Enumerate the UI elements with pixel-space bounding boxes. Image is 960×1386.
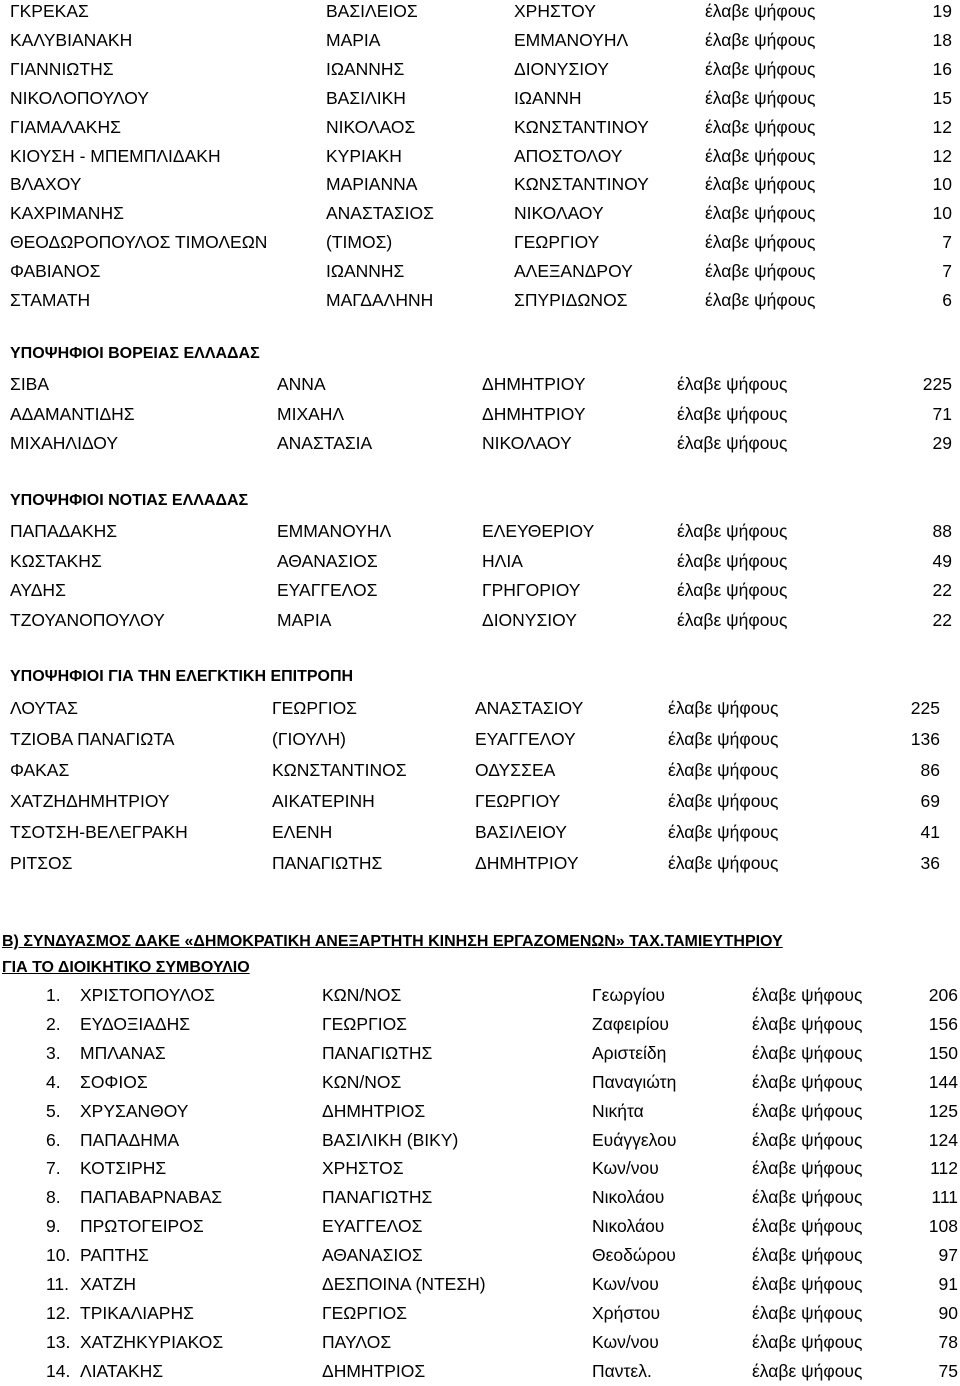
first-name-cell: (ΤΙΜΟΣ) <box>326 232 393 253</box>
votes-label: έλαβε ψήφους <box>677 374 788 394</box>
father-name-cell: Κων/νου <box>592 1331 659 1352</box>
surname-cell: ΠΑΠΑΒΑΡΝΑΒΑΣ <box>80 1187 223 1208</box>
surname-cell: ΠΡΩΤΟΓΕΙΡΟΣ <box>80 1216 204 1237</box>
father-name-cell: ΑΠΟΣΤΟΛΟΥ <box>514 145 623 166</box>
surname-cell: ΣΟΦΙΟΣ <box>80 1071 148 1092</box>
votes-count: 225 <box>922 374 952 394</box>
votes-count: 71 <box>932 403 952 424</box>
table-row <box>0 1042 960 1064</box>
table-row <box>0 432 960 454</box>
first-name-cell: ΝΙΚΟΛΑΟΣ <box>326 116 416 137</box>
table-row <box>0 984 960 1006</box>
table-row <box>0 202 960 224</box>
surname-cell: ΠΑΠΑΔΑΚΗΣ <box>10 521 118 541</box>
father-name-cell: ΧΡΗΣΤΟΥ <box>514 1 596 21</box>
table-row <box>0 821 960 843</box>
table-row <box>0 609 960 631</box>
surname-cell: ΡΙΤΣΟΣ <box>10 853 73 873</box>
table-row <box>0 1215 960 1237</box>
father-name-cell: Νικήτα <box>592 1100 644 1121</box>
table-row <box>0 260 960 282</box>
votes-label: έλαβε ψήφους <box>668 729 779 749</box>
table-row <box>0 1129 960 1151</box>
surname-cell: ΛΟΥΤΑΣ <box>10 698 78 718</box>
votes-label: έλαβε ψήφους <box>752 1187 863 1208</box>
section-title-north: ΥΠΟΨΗΦΙΟΙ ΒΟΡΕΙΑΣ ΕΛΛΑΔΑΣ <box>10 345 260 362</box>
table-row <box>0 1186 960 1208</box>
surname-cell: ΓΚΡΕΚΑΣ <box>10 1 89 21</box>
votes-label: έλαβε ψήφους <box>677 550 788 571</box>
first-name-cell: ΚΥΡΙΑΚΗ <box>326 145 402 166</box>
first-name-cell: ΒΑΣΙΛΙΚΗ <box>326 87 406 108</box>
surname-cell: ΧΑΤΖΗΔΗΜΗΤΡΙΟΥ <box>10 791 170 811</box>
first-name-cell: ΚΩΝ/ΝΟΣ <box>322 1071 402 1092</box>
surname-cell: ΤΖΟΥΑΝΟΠΟΥΛΟΥ <box>10 609 165 630</box>
votes-count: 150 <box>928 1042 958 1063</box>
father-name-cell: ΕΛΕΥΘΕΡΙΟΥ <box>482 521 595 541</box>
votes-count: 12 <box>932 116 952 137</box>
table-row <box>0 1331 960 1353</box>
first-name-cell: (ΓΙΟΥΛΗ) <box>272 729 346 749</box>
row-number: 1. <box>46 985 61 1005</box>
votes-count: 49 <box>932 550 952 571</box>
first-name-cell: ΙΩΑΝΝΗΣ <box>326 261 405 282</box>
votes-count: 10 <box>932 203 952 224</box>
first-name-cell: ΑΝΝΑ <box>277 374 326 394</box>
surname-cell: ΤΣΟΤΣΗ-ΒΕΛΕΓΡΑΚΗ <box>10 822 188 842</box>
row-number: 8. <box>46 1187 61 1208</box>
surname-cell: ΠΑΠΑΔΗΜΑ <box>80 1129 180 1150</box>
section-b-title-text-1: Β) ΣΥΝΔΥΑΣΜΟΣ ΔΑΚΕ «ΔΗΜΟΚΡΑΤΙΚΗ ΑΝΕΞΑΡΤΗΤΗ ΚΙΝΗΣΗ ΕΡΓΑΖΟΜΕΝΩΝ» ΤΑΧ.ΤΑΜΙΕΥΤΗΡΙΟΥ <box>2 933 783 950</box>
first-name-cell: ΔΕΣΠΟΙΝΑ (ΝΤΕΣΗ) <box>322 1274 486 1294</box>
table-row <box>0 1100 960 1122</box>
votes-count: 97 <box>938 1245 958 1266</box>
first-name-cell: ΠΑΝΑΓΙΩΤΗΣ <box>322 1187 433 1208</box>
surname-cell: ΡΑΠΤΗΣ <box>80 1245 149 1266</box>
surname-cell: ΜΠΛΑΝΑΣ <box>80 1042 166 1063</box>
surname-cell: ΣΙΒΑ <box>10 374 50 394</box>
votes-label: έλαβε ψήφους <box>752 1071 863 1092</box>
votes-count: 108 <box>928 1216 958 1237</box>
first-name-cell: ΜΑΓΔΑΛΗΝΗ <box>326 290 434 310</box>
first-name-cell: ΓΕΩΡΓΙΟΣ <box>322 1013 407 1034</box>
votes-label: έλαβε ψήφους <box>705 29 816 50</box>
row-number: 9. <box>46 1216 61 1237</box>
votes-count: 18 <box>932 29 952 50</box>
surname-cell: ΝΙΚΟΛΟΠΟΥΛΟΥ <box>10 87 149 108</box>
father-name-cell: ΣΠΥΡΙΔΩΝΟΣ <box>514 290 628 310</box>
votes-label: έλαβε ψήφους <box>705 261 816 282</box>
surname-cell: ΧΡΥΣΑΝΘΟΥ <box>80 1100 189 1121</box>
surname-cell: ΚΟΤΣΙΡΗΣ <box>80 1158 167 1179</box>
table-row <box>0 373 960 395</box>
votes-count: 7 <box>942 261 952 282</box>
table-row <box>0 29 960 51</box>
votes-label: έλαβε ψήφους <box>705 203 816 224</box>
first-name-cell: ΙΩΑΝΝΗΣ <box>326 58 405 79</box>
section-title-audit-committee: ΥΠΟΨΗΦΙΟΙ ΓΙΑ ΤΗΝ ΕΛΕΓΚΤΙΚΗ ΕΠΙΤΡΟΠΗ <box>10 668 354 685</box>
first-name-cell: ΠΑΝΑΓΙΩΤΗΣ <box>272 853 383 873</box>
first-name-cell: ΕΜΜΑΝΟΥΗΛ <box>277 521 392 541</box>
table-row <box>0 231 960 253</box>
first-name-cell: ΒΑΣΙΛΕΙΟΣ <box>326 1 418 21</box>
table-row <box>0 697 960 719</box>
votes-label: έλαβε ψήφους <box>705 1 816 21</box>
first-name-cell: ΜΑΡΙΑ <box>326 29 381 50</box>
votes-count: 136 <box>910 729 940 749</box>
father-name-cell: ΓΕΩΡΓΙΟΥ <box>514 232 600 253</box>
first-name-cell: ΠΑΥΛΟΣ <box>322 1331 392 1352</box>
votes-label: έλαβε ψήφους <box>752 1360 863 1381</box>
votes-label: έλαβε ψήφους <box>677 521 788 541</box>
votes-count: 156 <box>928 1013 958 1034</box>
votes-label: έλαβε ψήφους <box>668 698 779 718</box>
votes-count: 78 <box>938 1331 958 1352</box>
table-row <box>0 116 960 138</box>
votes-label: έλαβε ψήφους <box>668 760 779 780</box>
votes-count: 10 <box>932 174 952 195</box>
votes-count: 29 <box>932 433 952 453</box>
votes-label: έλαβε ψήφους <box>668 791 779 811</box>
table-row <box>0 1244 960 1266</box>
father-name-cell: Ζαφειρίου <box>592 1013 669 1034</box>
father-name-cell: ΑΝΑΣΤΑΣΙΟΥ <box>475 698 584 718</box>
first-name-cell: ΑΙΚΑΤΕΡΙΝΗ <box>272 791 375 811</box>
father-name-cell: Νικολάου <box>592 1187 665 1208</box>
votes-count: 144 <box>928 1071 958 1092</box>
table-row <box>0 728 960 750</box>
section-title-south: ΥΠΟΨΗΦΙΟΙ ΝΟΤΙΑΣ ΕΛΛΑΔΑΣ <box>10 492 249 509</box>
votes-label: έλαβε ψήφους <box>677 403 788 424</box>
father-name-cell: Νικολάου <box>592 1216 665 1237</box>
votes-label: έλαβε ψήφους <box>752 1013 863 1034</box>
votes-count: 75 <box>938 1360 958 1381</box>
votes-count: 19 <box>932 1 952 21</box>
table-row <box>0 1071 960 1093</box>
section-b-title-line2 <box>2 958 250 978</box>
father-name-cell: ΑΛΕΞΑΝΔΡΟΥ <box>514 261 633 282</box>
votes-count: 12 <box>932 145 952 166</box>
row-number: 7. <box>46 1158 61 1179</box>
votes-count: 22 <box>932 609 952 630</box>
surname-cell: ΑΔΑΜΑΝΤΙΔΗΣ <box>10 403 135 424</box>
father-name-cell: Αριστείδη <box>592 1042 667 1063</box>
father-name-cell: ΚΩΝΣΤΑΝΤΙΝΟΥ <box>514 174 649 195</box>
surname-cell: ΚΑΛΥΒΙΑΝΑΚΗ <box>10 29 133 50</box>
father-name-cell: ΟΔΥΣΣΕΑ <box>475 760 556 780</box>
votes-label: έλαβε ψήφους <box>752 1158 863 1179</box>
table-row <box>0 852 960 874</box>
votes-count: 112 <box>930 1158 958 1179</box>
votes-label: έλαβε ψήφους <box>677 609 788 630</box>
section-b-title-line1 <box>2 932 783 952</box>
father-name-cell: Κων/νου <box>592 1158 659 1179</box>
row-number: 4. <box>46 1071 61 1092</box>
father-name-cell: ΔΗΜΗΤΡΙΟΥ <box>475 853 579 873</box>
first-name-cell: ΧΡΗΣΤΟΣ <box>322 1158 404 1179</box>
votes-count: 6 <box>942 290 952 310</box>
first-name-cell: ΑΝΑΣΤΑΣΙΟΣ <box>326 203 434 224</box>
votes-count: 69 <box>920 791 940 811</box>
surname-cell: ΚΙΟΥΣΗ - ΜΠΕΜΠΛΙΔΑΚΗ <box>10 145 221 166</box>
votes-count: 124 <box>928 1129 958 1150</box>
votes-label: έλαβε ψήφους <box>752 1245 863 1266</box>
surname-cell: ΦΑΚΑΣ <box>10 760 70 780</box>
table-row <box>0 1157 960 1179</box>
table-row <box>0 790 960 812</box>
father-name-cell: ΕΥΑΓΓΕΛΟΥ <box>475 729 576 749</box>
votes-label: έλαβε ψήφους <box>752 1100 863 1121</box>
surname-cell: ΓΙΑΝΝΙΩΤΗΣ <box>10 58 114 79</box>
first-name-cell: ΚΩΝΣΤΑΝΤΙΝΟΣ <box>272 760 407 780</box>
table-row <box>0 579 960 601</box>
father-name-cell: ΔΙΟΝΥΣΙΟΥ <box>482 609 577 630</box>
father-name-cell: Παναγιώτη <box>592 1071 677 1092</box>
row-number: 13. <box>46 1331 71 1352</box>
surname-cell: ΘΕΟΔΩΡΟΠΟΥΛΟΣ ΤΙΜΟΛΕΩΝ <box>10 232 268 253</box>
father-name-cell: ΔΗΜΗΤΡΙΟΥ <box>482 403 586 424</box>
row-number: 5. <box>46 1100 61 1121</box>
votes-count: 125 <box>928 1100 958 1121</box>
table-row <box>0 520 960 542</box>
surname-cell: ΑΥΔΗΣ <box>10 580 66 600</box>
father-name-cell: ΚΩΝΣΤΑΝΤΙΝΟΥ <box>514 116 649 137</box>
surname-cell: ΣΤΑΜΑΤΗ <box>10 290 91 310</box>
votes-count: 206 <box>928 985 958 1005</box>
first-name-cell: ΕΛΕΝΗ <box>272 822 333 842</box>
first-name-cell: ΒΑΣΙΛΙΚΗ (ΒΙΚΥ) <box>322 1129 459 1150</box>
father-name-cell: ΗΛΙΑ <box>482 550 523 571</box>
votes-count: 225 <box>910 698 940 718</box>
votes-label: έλαβε ψήφους <box>752 1216 863 1237</box>
surname-cell: ΛΙΑΤΑΚΗΣ <box>80 1360 164 1381</box>
votes-label: έλαβε ψήφους <box>705 145 816 166</box>
table-row <box>0 403 960 425</box>
first-name-cell: ΓΕΩΡΓΙΟΣ <box>272 698 357 718</box>
votes-count: 15 <box>932 87 952 108</box>
first-name-cell: ΜΙΧΑΗΛ <box>277 403 345 424</box>
votes-label: έλαβε ψήφους <box>752 1129 863 1150</box>
father-name-cell: Γεωργίου <box>592 985 665 1005</box>
father-name-cell: Ευάγγελου <box>592 1129 677 1150</box>
votes-label: έλαβε ψήφους <box>705 290 816 310</box>
votes-label: έλαβε ψήφους <box>705 58 816 79</box>
table-row <box>0 1360 960 1382</box>
surname-cell: ΦΑΒΙΑΝΟΣ <box>10 261 101 282</box>
table-row <box>0 1013 960 1035</box>
votes-label: έλαβε ψήφους <box>752 1331 863 1352</box>
surname-cell: ΓΙΑΜΑΛΑΚΗΣ <box>10 116 121 137</box>
first-name-cell: ΕΥΑΓΓΕΛΟΣ <box>322 1216 423 1237</box>
row-number: 2. <box>46 1013 61 1034</box>
votes-label: έλαβε ψήφους <box>705 87 816 108</box>
votes-label: έλαβε ψήφους <box>705 232 816 253</box>
surname-cell: ΒΛΑΧΟΥ <box>10 174 82 195</box>
votes-label: έλαβε ψήφους <box>705 116 816 137</box>
father-name-cell: ΝΙΚΟΛΑΟΥ <box>482 433 572 453</box>
row-number: 6. <box>46 1129 61 1150</box>
surname-cell: ΤΖΙΟΒΑ ΠΑΝΑΓΙΩΤΑ <box>10 729 175 749</box>
father-name-cell: ΒΑΣΙΛΕΙΟΥ <box>475 822 567 842</box>
row-number: 14. <box>46 1360 71 1381</box>
surname-cell: ΤΡΙΚΑΛΙΑΡΗΣ <box>80 1302 194 1323</box>
surname-cell: ΧΡΙΣΤΟΠΟΥΛΟΣ <box>80 985 215 1005</box>
votes-label: έλαβε ψήφους <box>705 174 816 195</box>
father-name-cell: Χρήστου <box>592 1302 661 1323</box>
table-row <box>0 173 960 195</box>
votes-label: έλαβε ψήφους <box>752 1302 863 1323</box>
votes-count: 88 <box>932 521 952 541</box>
votes-label: έλαβε ψήφους <box>752 985 863 1005</box>
table-row <box>0 289 960 311</box>
votes-count: 111 <box>931 1187 958 1208</box>
surname-cell: ΧΑΤΖΗΚΥΡΙΑΚΟΣ <box>80 1331 224 1352</box>
row-number: 3. <box>46 1042 61 1063</box>
father-name-cell: ΙΩΑΝΝΗ <box>514 87 582 108</box>
votes-label: έλαβε ψήφους <box>677 580 788 600</box>
first-name-cell: ΜΑΡΙΑ <box>277 609 332 630</box>
row-number: 12. <box>46 1302 71 1323</box>
votes-label: έλαβε ψήφους <box>668 853 779 873</box>
first-name-cell: ΕΥΑΓΓΕΛΟΣ <box>277 580 378 600</box>
first-name-cell: ΔΗΜΗΤΡΙΟΣ <box>322 1360 426 1381</box>
surname-cell: ΕΥΔΟΞΙΑΔΗΣ <box>80 1013 191 1034</box>
votes-label: έλαβε ψήφους <box>677 433 788 453</box>
first-name-cell: ΑΘΑΝΑΣΙΟΣ <box>277 550 378 571</box>
first-name-cell: ΜΑΡΙΑΝΝΑ <box>326 174 418 195</box>
table-row <box>0 145 960 167</box>
table-row <box>0 87 960 109</box>
votes-count: 22 <box>932 580 952 600</box>
table-row <box>0 0 960 22</box>
votes-label: έλαβε ψήφους <box>752 1042 863 1063</box>
votes-count: 36 <box>920 853 940 873</box>
surname-cell: ΚΑΧΡΙΜΑΝΗΣ <box>10 203 124 224</box>
votes-label: έλαβε ψήφους <box>668 822 779 842</box>
father-name-cell: ΔΙΟΝΥΣΙΟΥ <box>514 58 609 79</box>
surname-cell: ΧΑΤΖΗ <box>80 1274 137 1294</box>
votes-count: 86 <box>920 760 940 780</box>
table-row <box>0 1302 960 1324</box>
father-name-cell: ΓΕΩΡΓΙΟΥ <box>475 791 561 811</box>
father-name-cell: Κων/νου <box>592 1274 659 1294</box>
table-row <box>0 58 960 80</box>
votes-label: έλαβε ψήφους <box>752 1274 863 1294</box>
father-name-cell: ΕΜΜΑΝΟΥΗΛ <box>514 29 629 50</box>
section-b-title-text-2: ΓΙΑ ΤΟ ΔΙΟΙΚΗΤΙΚΟ ΣΥΜΒΟΥΛΙΟ <box>2 959 250 976</box>
first-name-cell: ΚΩΝ/ΝΟΣ <box>322 985 402 1005</box>
father-name-cell: ΔΗΜΗΤΡΙΟΥ <box>482 374 586 394</box>
first-name-cell: ΓΕΩΡΓΙΟΣ <box>322 1302 407 1323</box>
father-name-cell: ΓΡΗΓΟΡΙΟΥ <box>482 580 581 600</box>
table-row <box>0 1273 960 1295</box>
father-name-cell: Παντελ. <box>592 1360 652 1381</box>
first-name-cell: ΠΑΝΑΓΙΩΤΗΣ <box>322 1042 433 1063</box>
surname-cell: ΚΩΣΤΑΚΗΣ <box>10 550 102 571</box>
first-name-cell: ΑΘΑΝΑΣΙΟΣ <box>322 1245 423 1266</box>
table-row <box>0 759 960 781</box>
votes-count: 7 <box>942 232 952 253</box>
father-name-cell: ΝΙΚΟΛΑΟΥ <box>514 203 604 224</box>
votes-count: 90 <box>938 1302 958 1323</box>
first-name-cell: ΔΗΜΗΤΡΙΟΣ <box>322 1100 426 1121</box>
votes-count: 91 <box>938 1274 958 1294</box>
row-number: 10. <box>46 1245 71 1266</box>
father-name-cell: Θεοδώρου <box>592 1245 676 1266</box>
surname-cell: ΜΙΧΑΗΛΙΔΟΥ <box>10 433 119 453</box>
votes-count: 41 <box>920 822 940 842</box>
row-number: 11. <box>46 1274 70 1294</box>
table-row <box>0 550 960 572</box>
first-name-cell: ΑΝΑΣΤΑΣΙΑ <box>277 433 373 453</box>
votes-count: 16 <box>932 58 952 79</box>
